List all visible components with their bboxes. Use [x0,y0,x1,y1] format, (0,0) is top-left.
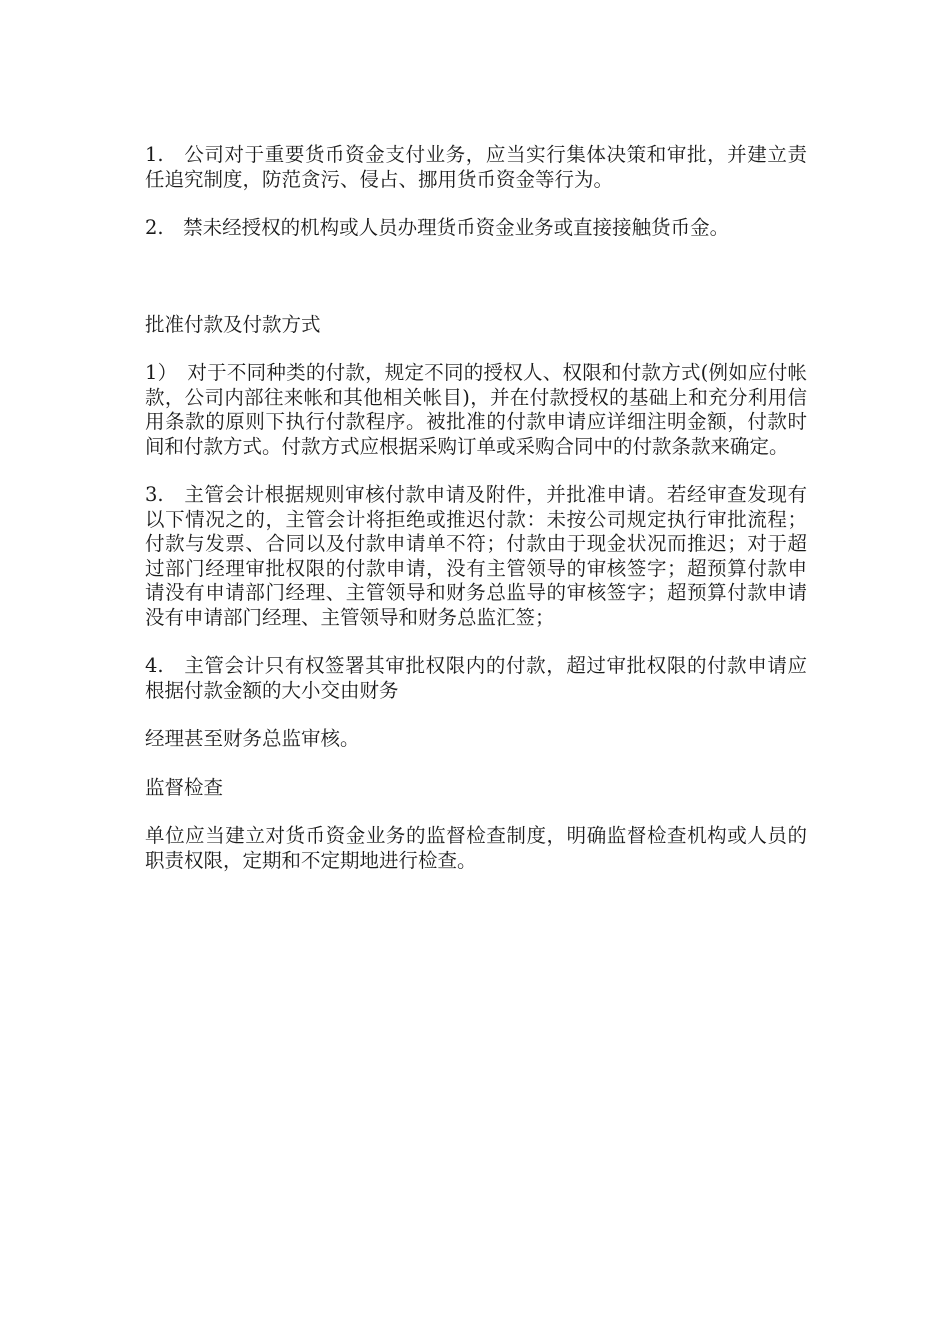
paragraph-accountant-review: 3. 主管会计根据规则审核付款申请及附件，并批准申请。若经审查发现有以下情况之的，主管会计将拒绝或推迟付款：未按公司规定执行审批流程；付款与发票、合同以及付款申请单不符；付款由于现金状况而推迟；对于超过部门经理审批权限的付款申请，没有主管领导的审核签字；超预算付款申请没有申请部门经理、主管领导和财务总监导的审核签字；超预算付款申请没有申请部门经理、主管领导和财务总监汇签； [145,483,807,629]
paragraph-unauthorized-prohibition: 2. 禁未经授权的机构或人员办理货币资金业务或直接接触货币金。 [145,216,730,239]
paragraph-payment-types: 1） 对于不同种类的付款，规定不同的授权人、权限和付款方式(例如应付帐款，公司内部往来帐和其他相关帐目)，并在付款授权的基础上和充分利用信用条款的原则下执行付款程序。被批准的付款申请应详细注明金额，付款时间和付款方式。付款方式应根据采购订单或采购合同中的付款条款来确定。 [145,361,807,458]
paragraph-collective-decision: 1. 公司对于重要货币资金支付业务，应当实行集体决策和审批，并建立责任追究制度，防范贪污、侵占、挪用货币资金等行为。 [145,143,807,191]
paragraph-manager-review: 经理甚至财务总监审核。 [145,727,360,750]
document-page [145,143,807,897]
paragraph-signing-authority: 4. 主管会计只有权签署其审批权限内的付款，超过审批权限的付款申请应根据付款金额的大小交由财务 [145,654,807,702]
section-heading-payment-approval: 批准付款及付款方式 [145,312,321,336]
section-heading-supervision: 监督检查 [145,775,224,799]
paragraph-supervision-system: 单位应当建立对货币资金业务的监督检查制度，明确监督检查机构或人员的职责权限，定期和不定期地进行检查。 [145,824,807,872]
